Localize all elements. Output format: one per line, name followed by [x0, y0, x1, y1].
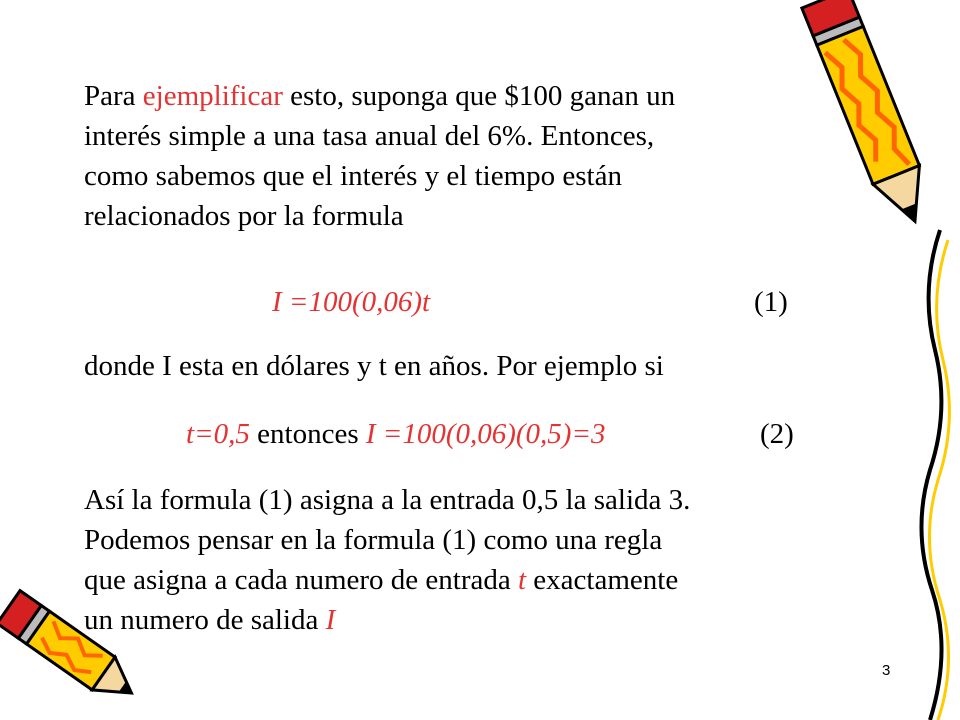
variable-t: t: [517, 564, 527, 596]
text-line: Podemos pensar en la formula (1) como una regla: [84, 524, 663, 556]
paragraph-intro: [84, 76, 884, 236]
text-line: [84, 600, 884, 640]
paragraph-conclusion: [84, 480, 884, 640]
highlighted-word: ejemplificar: [142, 80, 283, 112]
variable-i: I: [325, 604, 336, 636]
text-span: Para: [84, 80, 143, 112]
text-line: Así la formula (1) asigna a la entrada 0,5 la salida 3.: [84, 484, 691, 516]
equation-i-value: I =100(0,06)(0,5)=3: [365, 418, 606, 450]
text-line: [84, 560, 884, 600]
page-number: 3: [882, 662, 891, 679]
text-line: como sabemos que el interés y el tiempo están: [84, 160, 622, 192]
text-line: [84, 76, 884, 116]
text-span: un numero de salida: [84, 604, 326, 636]
text-line: interés simple a una tasa anual del 6%. Entonces,: [84, 120, 655, 152]
equation-number: (1): [754, 286, 788, 318]
equation-line: [186, 414, 606, 454]
paragraph-example: [84, 346, 884, 386]
equation-number: (2): [760, 418, 794, 450]
text-span: exactamente: [526, 564, 679, 596]
decorative-line: [900, 230, 960, 720]
text-line: relacionados por la formula: [84, 200, 404, 232]
text-span: esto, suponga que $100 ganan un: [282, 80, 676, 112]
text-span: entonces: [249, 418, 366, 450]
equation-expression: I =100(0,06)t: [272, 286, 431, 318]
equation-t-value: t=0,5: [186, 418, 250, 450]
text-span: que asigna a cada numero de entrada: [84, 564, 518, 596]
text-line: donde I esta en dólares y t en años. Por ejemplo si: [84, 350, 664, 382]
